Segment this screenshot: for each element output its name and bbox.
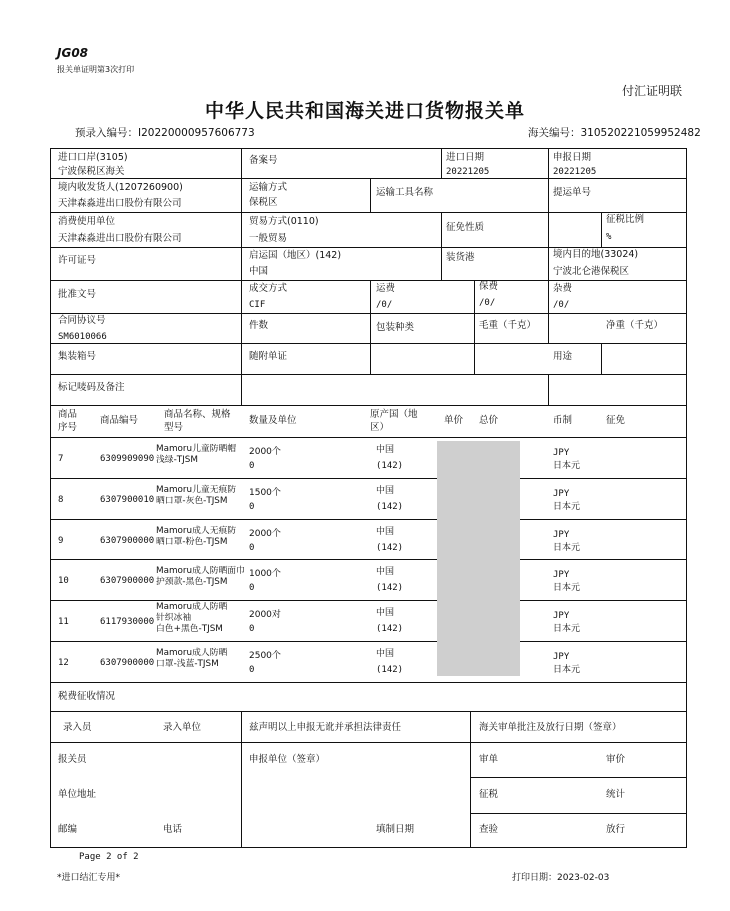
goods-total-header: 总价 <box>479 415 499 426</box>
goods-currency: JPY <box>553 611 570 621</box>
goods-currency-header: 币制 <box>553 415 573 426</box>
goods-name: Mamoru成人防晒面巾 护颈款-黑色-TJSM <box>156 566 245 587</box>
freight-value: /0/ <box>376 300 393 310</box>
goods-origin-code: (142) <box>376 461 404 471</box>
pieces-label: 件数 <box>249 320 269 331</box>
declare-unit-label: 申报单位（签章） <box>249 754 326 765</box>
goods-qty: 1000个 <box>249 569 281 579</box>
goods-origin-code: (142) <box>376 502 404 512</box>
tax-rate-value: % <box>606 232 612 242</box>
goods-seq: 10 <box>58 576 69 586</box>
import-date-value: 20221205 <box>446 167 490 177</box>
goods-origin: 中国 <box>376 486 395 496</box>
goods-qty2: 0 <box>249 543 255 553</box>
goods-currency: JPY <box>553 570 570 580</box>
goods-seq: 9 <box>58 536 64 546</box>
misc-fee-value: /0/ <box>553 300 570 310</box>
goods-seq: 7 <box>58 454 64 464</box>
usage-label: 用途 <box>553 351 573 362</box>
customs-number: 海关编号：310520221059952482 <box>528 127 701 139</box>
page-number: Page 2 of 2 <box>79 852 139 862</box>
entry-unit-label: 录入单位 <box>163 722 202 733</box>
approval-number-label: 批准文号 <box>58 289 97 300</box>
goods-origin: 中国 <box>376 527 395 537</box>
goods-currency: JPY <box>553 489 570 499</box>
goods-seq-header: 商品 序号 <box>58 409 78 433</box>
goods-qty2: 0 <box>249 624 255 634</box>
phone-label: 电话 <box>163 824 183 835</box>
loading-port-label: 装货港 <box>446 252 475 263</box>
pricing-review-label: 审价 <box>606 754 626 765</box>
goods-code: 6307900000 <box>100 576 155 586</box>
consignee-label: 境内收发货人(1207260900) <box>58 182 183 193</box>
goods-origin-header: 原产国（地 区） <box>370 409 418 433</box>
goods-name: Mamoru儿童防晒帽 浅绿-TJSM <box>156 444 237 465</box>
consumer-label: 消费使用单位 <box>58 216 116 227</box>
transport-mode-label: 运输方式 <box>249 182 288 193</box>
goods-levy-header: 征免 <box>606 415 626 426</box>
goods-origin: 中国 <box>376 445 395 455</box>
consignee-value: 天津森淼进出口股份有限公司 <box>58 198 182 209</box>
record-number-label: 备案号 <box>249 155 278 166</box>
goods-name-header: 商品名称、规格 型号 <box>164 409 231 433</box>
exempt-nature-label: 征免性质 <box>446 222 485 233</box>
goods-qty: 2500个 <box>249 651 281 661</box>
inspection-label: 查验 <box>479 824 499 835</box>
customs-approval-label: 海关审单批注及放行日期（签章） <box>479 722 622 733</box>
goods-code-header: 商品编号 <box>100 415 139 426</box>
goods-origin: 中国 <box>376 567 395 577</box>
goods-currency-name: 日本元 <box>553 583 581 593</box>
insurance-label: 保费 <box>479 281 499 292</box>
insurance-value: /0/ <box>479 298 496 308</box>
goods-currency-name: 日本元 <box>553 543 581 553</box>
goods-qty: 2000对 <box>249 610 281 620</box>
entry-clerk-label: 录入员 <box>63 722 92 733</box>
statistics-label: 统计 <box>606 789 626 800</box>
goods-name: Mamoru成人防晒 口罩-浅蓝-TJSM <box>156 648 228 669</box>
goods-name: Mamoru成人无痕防 晒口罩-粉色-TJSM <box>156 526 237 547</box>
goods-origin-code: (142) <box>376 624 404 634</box>
container-label: 集装箱号 <box>58 351 97 362</box>
goods-seq: 11 <box>58 617 69 627</box>
fill-date-label: 填制日期 <box>376 824 415 835</box>
goods-currency: JPY <box>553 448 570 458</box>
goods-currency-name: 日本元 <box>553 502 581 512</box>
goods-seq: 8 <box>58 495 64 505</box>
entry-port-label: 进口口岸(3105) <box>58 152 128 163</box>
freight-label: 运费 <box>376 283 396 294</box>
goods-origin-code: (142) <box>376 583 404 593</box>
goods-qty: 2000个 <box>249 447 281 457</box>
goods-qty2: 0 <box>249 583 255 593</box>
levy-tax-label: 征税 <box>479 789 499 800</box>
trade-mode-label: 贸易方式(0110) <box>249 216 319 227</box>
destination-label: 境内目的地(33024) <box>553 249 639 260</box>
origin-country-label: 启运国（地区）(142) <box>249 250 342 261</box>
tax-rate-label: 征税比例 <box>606 214 645 225</box>
goods-origin-code: (142) <box>376 665 404 675</box>
declaration-statement: 兹声明以上申报无讹并承担法律责任 <box>249 722 402 733</box>
entry-port-value: 宁波保税区海关 <box>58 166 125 177</box>
net-weight-label: 净重（千克） <box>606 320 664 331</box>
declarant-label: 报关员 <box>58 754 87 765</box>
gross-weight-label: 毛重（千克） <box>479 320 537 331</box>
postcode-label: 邮编 <box>58 824 78 835</box>
release-label: 放行 <box>606 824 626 835</box>
misc-fee-label: 杂费 <box>553 283 573 294</box>
copy-type-label: 付汇证明联 <box>622 84 683 98</box>
redacted-price-area <box>437 441 520 676</box>
trade-mode-value: 一般贸易 <box>249 233 288 244</box>
import-date-label: 进口日期 <box>446 152 485 163</box>
goods-currency-name: 日本元 <box>553 461 581 471</box>
declare-date-value: 20221205 <box>553 167 597 177</box>
deal-mode-label: 成交方式 <box>249 283 288 294</box>
settlement-note: *进口结汇专用* <box>57 873 121 883</box>
review-label: 审单 <box>479 754 499 765</box>
goods-name: Mamoru成人防晒 针织冰袖 白色+黑色-TJSM <box>156 602 228 634</box>
goods-name: Mamoru儿童无痕防 晒口罩-灰色-TJSM <box>156 485 237 506</box>
license-label: 许可证号 <box>58 255 97 266</box>
goods-origin: 中国 <box>376 649 395 659</box>
goods-code: 6117930000 <box>100 617 155 627</box>
bill-number-label: 提运单号 <box>553 187 592 198</box>
goods-qty2: 0 <box>249 665 255 675</box>
deal-mode-value: CIF <box>249 300 266 310</box>
unit-address-label: 单位地址 <box>58 789 97 800</box>
goods-qty: 1500个 <box>249 488 281 498</box>
tax-collection-label: 税费征收情况 <box>58 691 116 702</box>
goods-currency: JPY <box>553 652 570 662</box>
package-type-label: 包装种类 <box>376 322 415 333</box>
goods-currency-name: 日本元 <box>553 624 581 634</box>
contract-value: SM6010066 <box>58 332 107 342</box>
contract-label: 合同协议号 <box>58 315 106 326</box>
goods-code: 6309909090 <box>100 454 155 464</box>
print-count-note: 报关单证明第3次打印 <box>57 65 135 74</box>
declare-date-label: 申报日期 <box>553 152 592 163</box>
attached-docs-label: 随附单证 <box>249 351 288 362</box>
goods-origin: 中国 <box>376 608 395 618</box>
goods-qty2: 0 <box>249 502 255 512</box>
document-code: JG08 <box>57 46 89 60</box>
page-title: 中华人民共和国海关进口货物报关单 <box>204 100 525 122</box>
transport-mode-value: 保税区 <box>249 197 278 208</box>
goods-qty: 2000个 <box>249 529 281 539</box>
vehicle-name-label: 运输工具名称 <box>376 187 434 198</box>
goods-qty-header: 数量及单位 <box>249 415 297 426</box>
goods-origin-code: (142) <box>376 543 404 553</box>
goods-seq: 12 <box>58 658 69 668</box>
goods-code: 6307900010 <box>100 495 155 505</box>
goods-qty2: 0 <box>249 461 255 471</box>
goods-price-header: 单价 <box>444 415 464 426</box>
destination-value: 宁波北仑港保税区 <box>553 266 630 277</box>
marks-remarks-label: 标记唛码及备注 <box>58 382 125 393</box>
origin-country-value: 中国 <box>249 266 269 277</box>
print-date: 打印日期：2023-02-03 <box>512 873 610 883</box>
declaration-form <box>50 148 687 848</box>
goods-code: 6307900000 <box>100 536 155 546</box>
pre-entry-number: 预录入编号：I20220000957606773 <box>75 127 255 139</box>
goods-currency-name: 日本元 <box>553 665 581 675</box>
goods-currency: JPY <box>553 530 570 540</box>
goods-code: 6307900000 <box>100 658 155 668</box>
consumer-value: 天津森淼进出口股份有限公司 <box>58 233 182 244</box>
